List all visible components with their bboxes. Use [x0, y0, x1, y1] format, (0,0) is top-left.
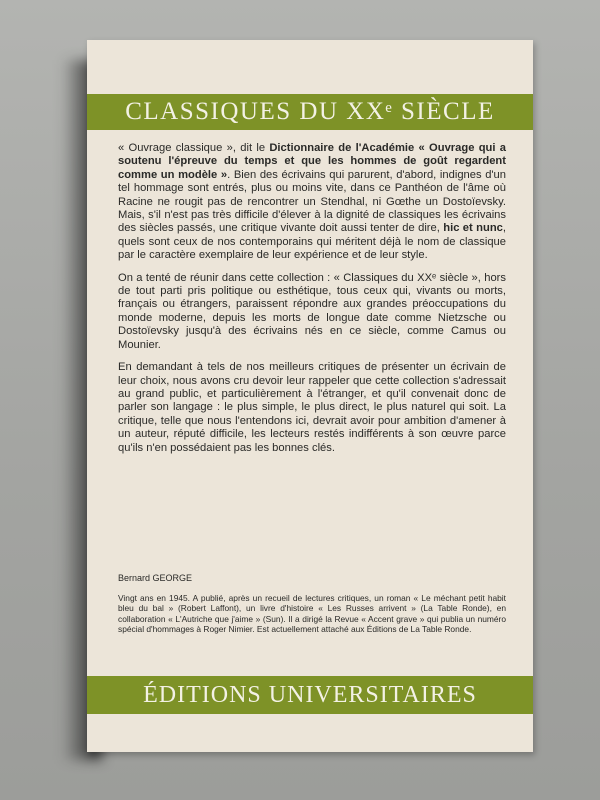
- publisher-band: [87, 676, 533, 714]
- blurb-p1-f: , quels sont ceux de nos contemporains qui méritent déjà le nom de classique par le caractère exemplaire de leur expérience et de leur style.: [118, 222, 506, 262]
- blurb-p1-hic-et-nunc: hic et nunc: [443, 222, 503, 235]
- blurb-paragraph-2: On a tenté de réunir dans cette collection : « Classiques du XXᵉ siècle », hors de tout parti pris politique ou esthétique, tous ceux qui, vivants ou morts, français ou étrangers, paraissent répondre aux grandes préoccupations du monde moderne, depuis les morts de longue date comme Nietzsche ou Dostoïevsky jusqu'à des écrivains nés en ce siècle, comme Camus ou Mounier.: [118, 271, 506, 351]
- author-name: Bernard GEORGE: [118, 573, 193, 583]
- author-bio: Vingt ans en 1945. A publié, après un recueil de lectures critiques, un roman « Le méchant petit habit bleu du bal » (Robert Laffont), un livre d'histoire « Les Russes arrivent » (La Table Ronde), en collaboration « L'Autriche que j'aime » (Sun). Il a dirigé la Revue « Accent grave » qui publia un numéro spécial d'hommages à Roger Nimier. Est actuellement attaché aux Éditions de La Table Ronde.: [118, 593, 506, 634]
- blurb-text: [118, 142, 506, 464]
- series-title: CLASSIQUES DU XXᵉ SIÈCLE: [125, 98, 495, 125]
- book-back-cover: [87, 40, 533, 752]
- blurb-p1-a: « Ouvrage classique », dit le: [118, 142, 270, 154]
- blurb-p1-quote: « Ouvrage qui a soutenu l'épreuve du temps et que les hommes de goût regardent comme un modèle »: [118, 142, 507, 181]
- publisher-name: ÉDITIONS UNIVERSITAIRES: [143, 682, 477, 708]
- blurb-paragraph-1: [118, 142, 506, 263]
- series-band: [87, 94, 533, 130]
- blurb-p1-dictionary: Dictionnaire de l'Académie: [269, 142, 415, 154]
- blurb-p1-d: . Bien des écrivains qui parurent, d'abord, indignes d'un tel hommage sont entrés, plus ou moins vite, dans ce Panthéon de l'âme où Racine ne rougit pas de rencontrer un Stendhal, ni Gœthe un Dostoïevsky. Mais, s'il n'est pas très difficile d'élever à la dignité de classiques les écrivains des siècles passés, une critique vivante doit aussi tenter de dire,: [118, 168, 506, 235]
- blurb-paragraph-3: En demandant à tels de nos meilleurs critiques de présenter un écrivain de leur choix, nous avons cru devoir leur rappeler que cette collection s'adressait au grand public, et particulièrement à l'étranger, et qu'il convenait donc de parler son langage : le plus simple, le plus direct, le plus naturel qui soit. La critique, telle que nous l'entendons ici, devrait avoir pour ambition d'amener à un auteur, réputé difficile, les lecteurs restés indifférents à son œuvre parce qu'ils n'en possédaient pas les bonnes clés.: [118, 361, 506, 454]
